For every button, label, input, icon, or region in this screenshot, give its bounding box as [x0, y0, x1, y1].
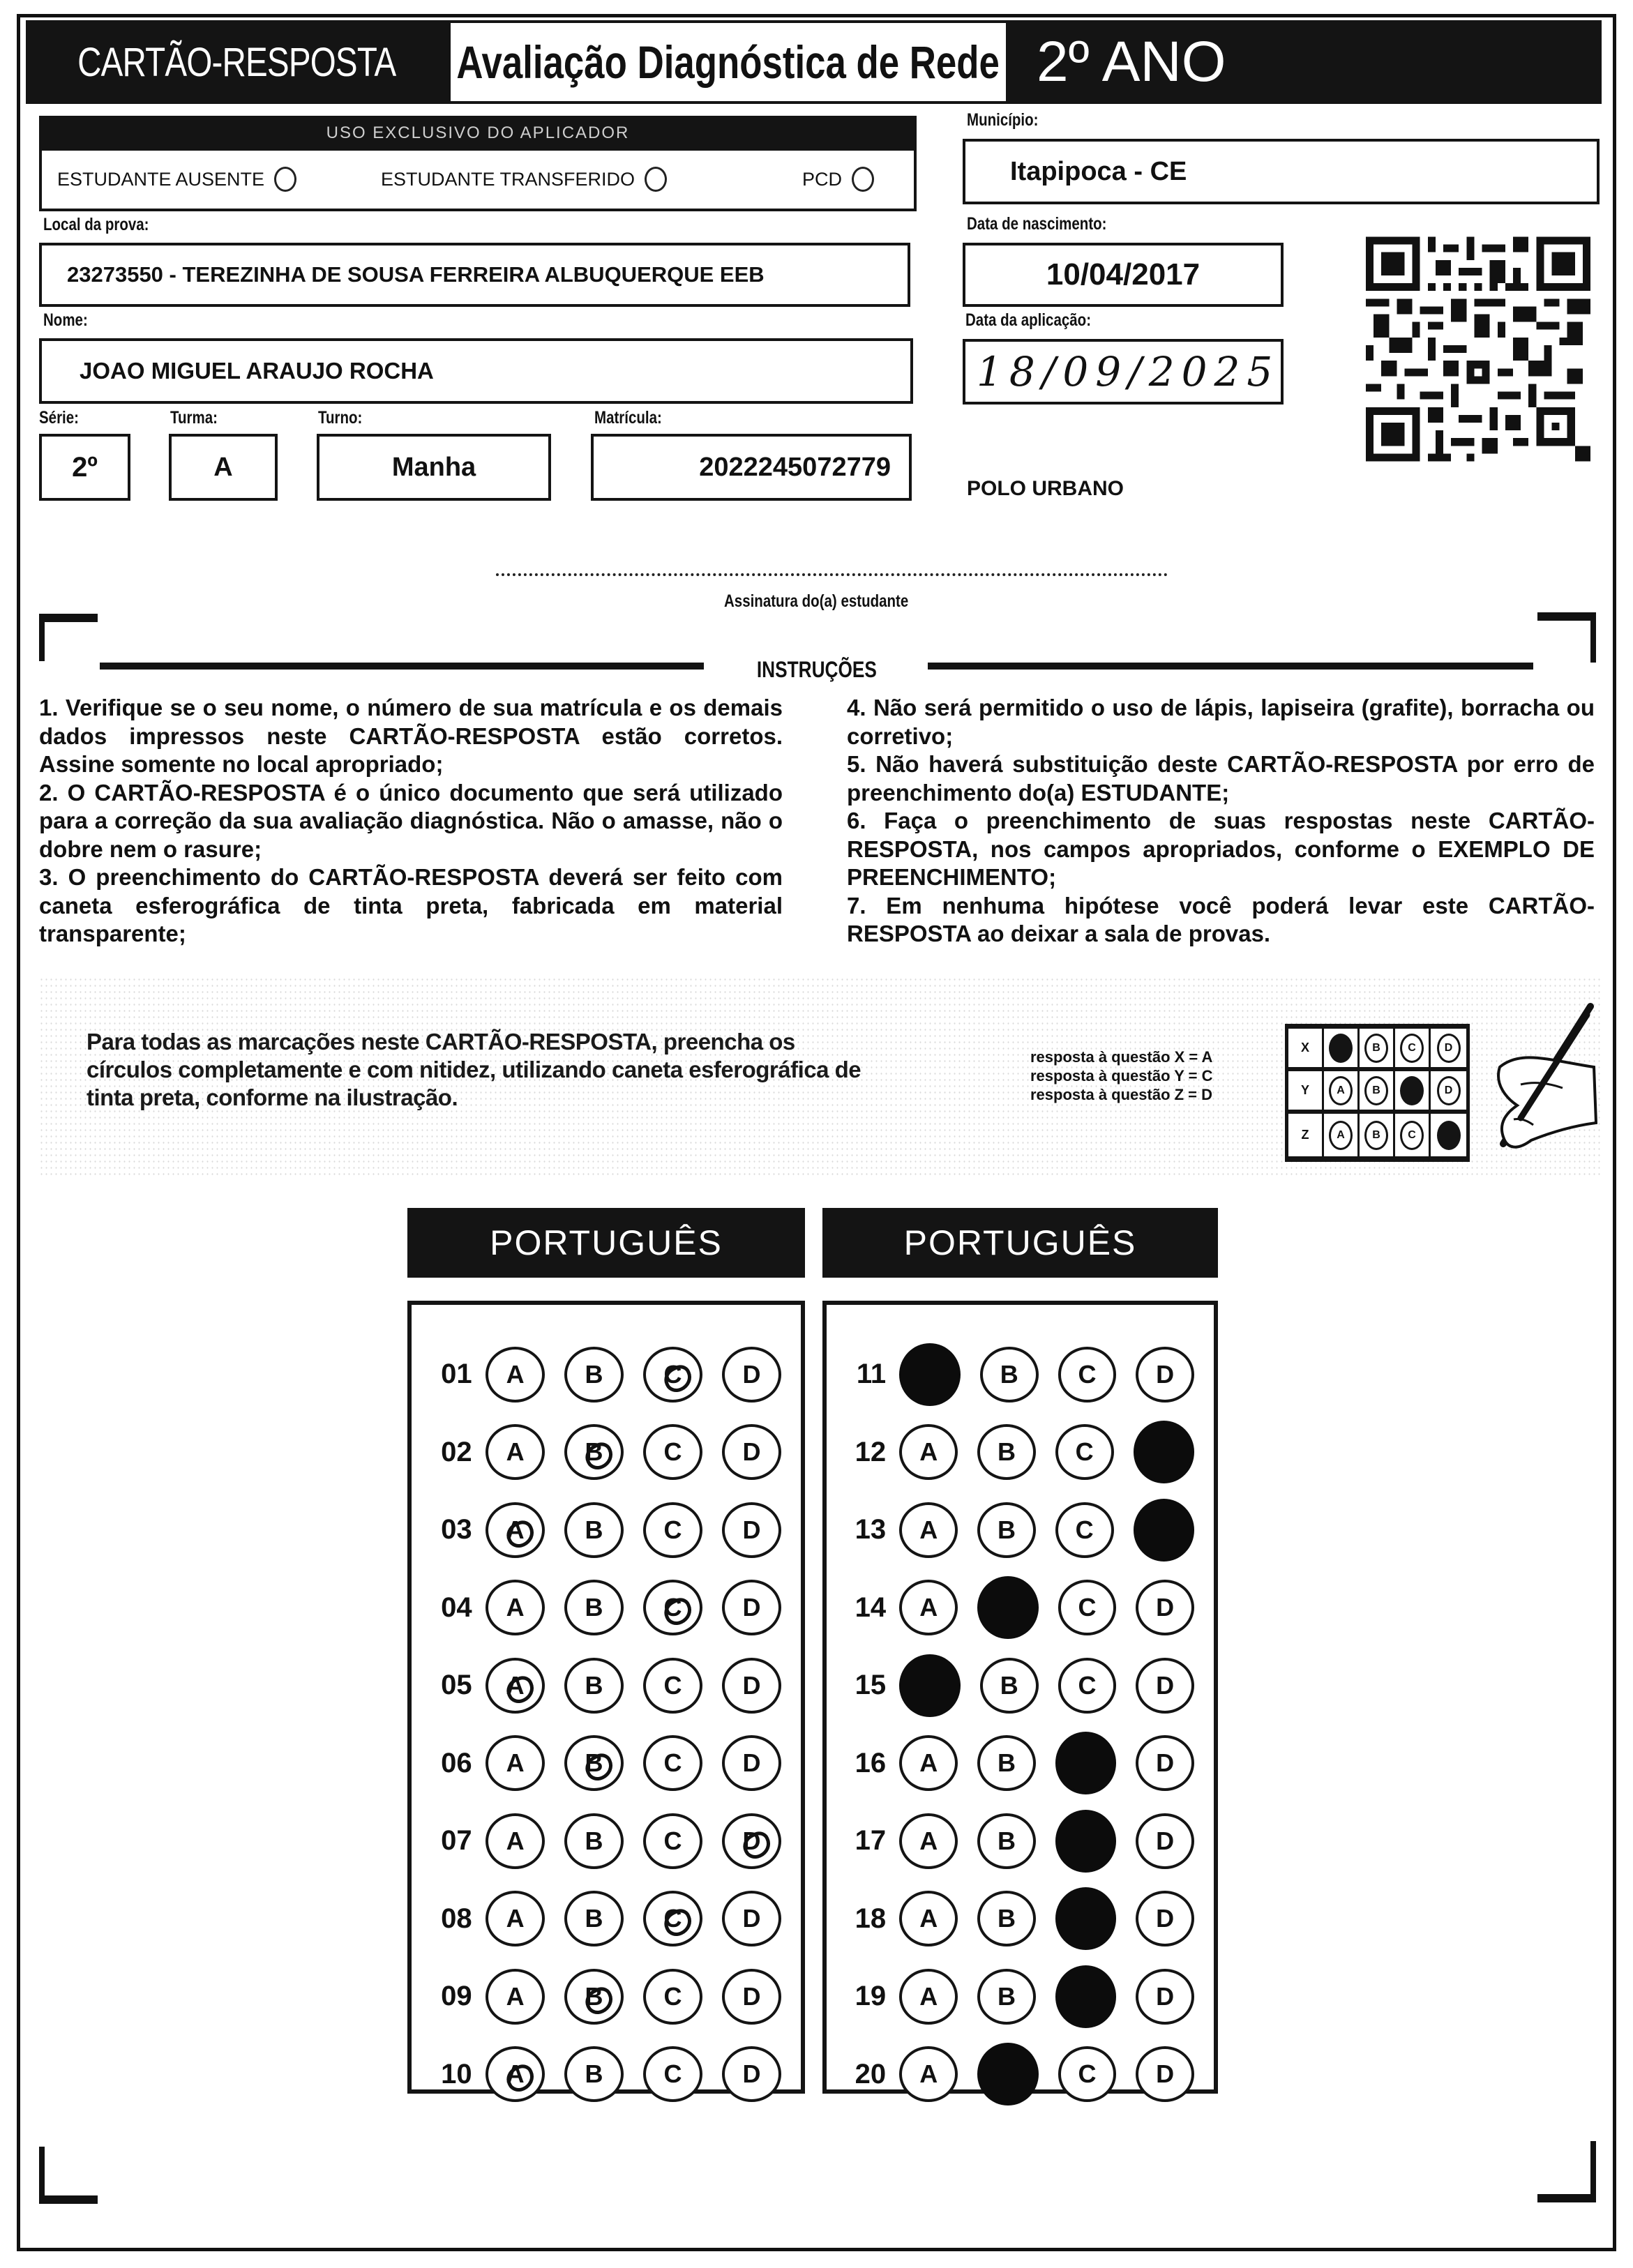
answer-bubble-filled[interactable] [1134, 1499, 1194, 1562]
answer-bubble-filled[interactable] [1134, 1421, 1194, 1483]
example-bubble: B [1364, 1034, 1388, 1063]
answer-bubble-marked[interactable]: A [486, 2046, 545, 2102]
signature-line[interactable] [496, 573, 1168, 576]
option-absent[interactable] [57, 167, 296, 192]
example-bubble-filled [1329, 1034, 1353, 1063]
question-row [412, 1414, 801, 1492]
instructions-column-left [39, 694, 783, 948]
answer-bubble[interactable]: C [1058, 1658, 1117, 1714]
question-number: 05 [441, 1670, 472, 1701]
question-number: 04 [441, 1592, 472, 1623]
example-question-label: Y [1288, 1071, 1324, 1110]
answer-bubble[interactable]: C [643, 1735, 702, 1791]
name-field [39, 338, 913, 404]
answer-bubble-marked[interactable]: A [486, 1502, 545, 1558]
answer-bubble[interactable]: C [643, 1658, 702, 1714]
answer-bubble[interactable]: A [486, 1580, 545, 1635]
answer-bubble-filled[interactable] [1055, 1887, 1116, 1950]
example-bubble: B [1364, 1121, 1388, 1150]
serie-field [39, 434, 130, 501]
matricula-label: Matrícula: [594, 408, 662, 428]
answer-bubble[interactable]: B [977, 1813, 1036, 1869]
serie-value: 2º [72, 451, 98, 483]
question-row [827, 1414, 1214, 1492]
answer-bubble-filled[interactable] [899, 1654, 960, 1717]
answer-bubble[interactable]: A [486, 1969, 545, 2025]
question-number: 08 [441, 1903, 472, 1934]
answer-grid-right [822, 1301, 1218, 2094]
answer-bubble[interactable]: C [1055, 1502, 1114, 1558]
turma-field [169, 434, 278, 501]
answer-bubble[interactable]: B [564, 1813, 624, 1869]
answer-bubble[interactable]: D [1136, 1813, 1194, 1869]
example-key-x: resposta à questão X = A [1030, 1048, 1213, 1066]
answer-bubble[interactable]: B [980, 1658, 1039, 1714]
example-row-z [1288, 1114, 1466, 1156]
question-row [412, 1725, 801, 1803]
question-row [827, 1491, 1214, 1569]
question-number: 15 [855, 1670, 887, 1701]
answer-bubble[interactable]: D [722, 1735, 781, 1791]
answer-bubble[interactable]: A [899, 1735, 958, 1791]
example-bubble-filled [1400, 1076, 1424, 1105]
answer-bubble[interactable]: B [977, 1502, 1036, 1558]
instruction-item: 2. O CARTÃO-RESPOSTA é o único documento que será utilizado para a correção da sua avaliação diagnóstica. Não o amasse, não o dobre nem o rasure; [39, 779, 783, 862]
answer-bubble[interactable]: D [1136, 1891, 1194, 1946]
grade-banner [1009, 20, 1602, 104]
example-question-label: X [1288, 1029, 1324, 1067]
question-row [827, 1880, 1214, 1958]
answer-bubble[interactable]: C [643, 2046, 702, 2102]
question-row [412, 2036, 801, 2114]
name-value: JOAO MIGUEL ARAUJO ROCHA [80, 358, 434, 384]
question-number: 14 [855, 1592, 887, 1623]
example-row-y [1288, 1071, 1466, 1114]
answer-bubble[interactable]: D [722, 1347, 781, 1403]
turno-field [317, 434, 551, 501]
answer-bubble[interactable]: D [1136, 1658, 1194, 1714]
corner-mark-top-left-vertical [39, 614, 45, 661]
applicator-options [39, 150, 917, 211]
answer-bubble[interactable]: C [1058, 1347, 1117, 1403]
answer-bubble-filled[interactable] [977, 2043, 1038, 2106]
answer-bubble[interactable]: D [722, 1502, 781, 1558]
question-row [827, 1958, 1214, 2036]
local-field [39, 243, 910, 307]
answer-bubble[interactable]: A [486, 1347, 545, 1403]
instruction-item: 3. O preenchimento do CARTÃO-RESPOSTA deverá ser feito com caneta esferográfica de tinta preta, fabricada em material transparente; [39, 864, 783, 946]
instructions-column-right [847, 694, 1595, 948]
answer-bubble[interactable]: C [643, 1813, 702, 1869]
answer-bubble[interactable]: D [722, 1580, 781, 1635]
answer-bubble[interactable]: D [722, 1658, 781, 1714]
answer-bubble-filled[interactable] [1055, 1810, 1116, 1873]
question-row [412, 1802, 801, 1880]
aplicacao-value-handwritten: 18/09/2025 [977, 348, 1280, 395]
applicator-section-title: USO EXCLUSIVO DO APLICADOR [39, 116, 917, 151]
example-bubble: D [1437, 1076, 1461, 1105]
answer-bubble[interactable]: B [977, 1891, 1036, 1946]
qr-code-icon [1366, 236, 1590, 462]
example-bubble-filled [1437, 1121, 1461, 1150]
example-instruction: Para todas as marcações neste CARTÃO-RESPOSTA, preencha os círculos completamente e com nitidez, utilizando caneta esferográfica de tinta preta, conforme na ilustração. [86, 1029, 861, 1110]
answer-bubble-marked[interactable]: C [643, 1347, 702, 1403]
serie-label: Série: [39, 408, 79, 428]
option-transferred[interactable] [381, 167, 667, 192]
answer-bubble[interactable]: C [643, 1502, 702, 1558]
signature-label: Assinatura do(a) estudante [724, 591, 909, 611]
aplicacao-field[interactable] [963, 339, 1284, 405]
answer-bubble[interactable]: C [643, 1424, 702, 1480]
answer-bubble[interactable]: A [486, 1424, 545, 1480]
corner-mark-top-right [1537, 612, 1596, 621]
answer-bubble[interactable]: B [980, 1347, 1039, 1403]
answer-bubble[interactable]: A [486, 1891, 545, 1946]
municipio-field [963, 139, 1600, 204]
question-number: 16 [855, 1747, 887, 1778]
example-bubble: A [1329, 1076, 1353, 1105]
question-row [412, 1491, 801, 1569]
corner-mark-bottom-right [1537, 2194, 1596, 2202]
answer-bubble[interactable]: A [899, 1502, 958, 1558]
instruction-item: 4. Não será permitido o uso de lápis, lapiseira (grafite), borracha ou corretivo; [847, 695, 1595, 749]
option-transferred-label: ESTUDANTE TRANSFERIDO [381, 168, 635, 190]
question-row [827, 1725, 1214, 1803]
grade-label: 2º ANO [1037, 30, 1226, 93]
answer-bubble[interactable]: A [899, 1891, 958, 1946]
local-value: 23273550 - TEREZINHA DE SOUSA FERREIRA ALBUQUERQUE EEB [67, 262, 765, 287]
question-row [827, 2036, 1214, 2114]
answer-bubble[interactable]: C [643, 1969, 702, 2025]
card-title-banner [26, 20, 448, 104]
municipio-value: Itapipoca - CE [1010, 156, 1187, 186]
matricula-value: 2022245072779 [699, 452, 891, 482]
nascimento-label: Data de nascimento: [967, 214, 1107, 234]
question-row [412, 1958, 801, 2036]
answer-bubble-marked[interactable]: A [486, 1658, 545, 1714]
answer-bubble-filled[interactable] [977, 1576, 1038, 1639]
answer-bubble-marked[interactable]: B [564, 1969, 624, 2025]
answer-bubble[interactable]: A [899, 1580, 958, 1635]
answer-bubble[interactable]: B [977, 1969, 1036, 2025]
question-number: 01 [441, 1359, 472, 1390]
answer-bubble[interactable]: B [564, 1580, 624, 1635]
matricula-field [591, 434, 912, 501]
answer-bubble[interactable]: C [1058, 1580, 1117, 1635]
answer-bubble[interactable]: B [564, 2046, 624, 2102]
option-pcd[interactable] [802, 167, 874, 192]
answer-grid-left [407, 1301, 805, 2094]
option-absent-label: ESTUDANTE AUSENTE [57, 168, 265, 190]
example-row-x [1288, 1029, 1466, 1071]
answer-bubble[interactable]: B [564, 1347, 624, 1403]
example-key-z: resposta à questão Z = D [1030, 1086, 1213, 1103]
absent-radio[interactable] [274, 167, 296, 192]
answer-bubble-filled[interactable] [899, 1343, 960, 1406]
answer-bubble[interactable]: B [977, 1424, 1036, 1480]
example-key [1030, 1048, 1212, 1104]
answer-bubble-marked[interactable]: B [564, 1735, 624, 1791]
answer-bubble[interactable]: D [1136, 1347, 1194, 1403]
answer-bubble[interactable]: D [722, 1424, 781, 1480]
answer-bubble-marked[interactable]: D [722, 1813, 781, 1869]
answer-bubble[interactable]: D [1136, 1969, 1194, 2025]
exam-name: Avaliação Diagnóstica de Rede [456, 36, 1000, 88]
question-row [412, 1569, 801, 1647]
answer-bubble[interactable]: C [1058, 2046, 1117, 2102]
answer-bubble-marked[interactable]: C [643, 1891, 702, 1946]
example-bubble: C [1400, 1121, 1424, 1150]
answer-bubble[interactable]: A [486, 1813, 545, 1869]
question-number: 06 [441, 1747, 472, 1778]
turno-label: Turno: [318, 408, 363, 428]
answer-bubble[interactable]: B [564, 1891, 624, 1946]
question-number: 02 [441, 1436, 472, 1467]
question-number: 07 [441, 1825, 472, 1857]
instruction-item: 7. Em nenhuma hipótese você poderá levar este CARTÃO-RESPOSTA ao deixar a sala de provas. [847, 892, 1595, 946]
question-row [412, 1336, 801, 1414]
instruction-item: 5. Não haverá substituição deste CARTÃO-RESPOSTA por erro de preenchimento do(a) ESTUDANTE; [847, 751, 1595, 806]
answer-bubble-marked[interactable]: C [643, 1580, 702, 1635]
answer-bubble[interactable]: A [899, 2046, 958, 2102]
question-number: 13 [855, 1514, 887, 1545]
answer-bubble[interactable]: D [1136, 1735, 1194, 1791]
subject-header-right: PORTUGUÊS [822, 1208, 1218, 1278]
question-row [412, 1647, 801, 1725]
polo-label: POLO URBANO [967, 477, 1124, 500]
corner-mark-top-left [39, 614, 98, 622]
card-title: CARTÃO-RESPOSTA [77, 39, 396, 85]
answer-bubble[interactable]: D [1136, 1580, 1194, 1635]
corner-mark-top-right-vertical [1590, 612, 1596, 663]
question-number: 19 [855, 1981, 887, 2012]
question-row [827, 1336, 1214, 1414]
answer-bubble[interactable]: D [722, 1969, 781, 2025]
question-number: 20 [855, 2058, 887, 2089]
instructions-title: INSTRUÇÕES [756, 657, 877, 682]
pcd-radio[interactable] [852, 167, 874, 192]
example-bubble: A [1329, 1121, 1353, 1150]
answer-bubble[interactable]: B [564, 1658, 624, 1714]
corner-mark-bottom-left [39, 2195, 98, 2204]
nascimento-field [963, 243, 1284, 307]
example-bubble: B [1364, 1076, 1388, 1105]
nascimento-value: 10/04/2017 [1046, 257, 1201, 292]
turno-value: Manha [391, 452, 476, 482]
example-key-y: resposta à questão Y = C [1030, 1067, 1213, 1084]
answer-bubble[interactable]: A [899, 1969, 958, 2025]
turma-label: Turma: [170, 408, 218, 428]
example-question-label: Z [1288, 1114, 1324, 1156]
answer-bubble[interactable]: D [722, 1891, 781, 1946]
name-label: Nome: [43, 310, 88, 330]
answer-bubble[interactable]: A [899, 1424, 958, 1480]
local-label: Local da prova: [43, 215, 149, 234]
municipio-label: Município: [967, 110, 1039, 130]
question-row [827, 1802, 1214, 1880]
answer-bubble[interactable]: A [486, 1735, 545, 1791]
question-number: 12 [855, 1436, 887, 1467]
question-row [412, 1880, 801, 1958]
example-grid [1285, 1024, 1470, 1162]
example-bubble: C [1400, 1034, 1424, 1063]
exam-name-box [448, 20, 1009, 104]
hand-with-pen-icon [1479, 1001, 1597, 1165]
answer-bubble-marked[interactable]: B [564, 1424, 624, 1480]
question-number: 17 [855, 1825, 887, 1857]
answer-bubble[interactable]: B [564, 1502, 624, 1558]
turma-value: A [213, 452, 233, 482]
instruction-item: 1. Verifique se o seu nome, o número de sua matrícula e os demais dados impressos neste CARTÃO-RESPOSTA estão corretos. Assine somente no local apropriado; [39, 695, 783, 777]
example-bubble: D [1437, 1034, 1461, 1063]
transferred-radio[interactable] [645, 167, 667, 192]
question-number: 11 [856, 1359, 887, 1390]
answer-bubble[interactable]: C [1055, 1424, 1114, 1480]
answer-bubble[interactable]: D [722, 2046, 781, 2102]
instruction-item: 6. Faça o preenchimento de suas respostas neste CARTÃO-RESPOSTA, nos campos apropriados, conforme o EXEMPLO DE PREENCHIMENTO; [847, 808, 1595, 890]
answer-bubble[interactable]: A [899, 1813, 958, 1869]
question-number: 03 [441, 1514, 472, 1545]
question-number: 09 [441, 1981, 472, 2012]
aplicacao-label: Data da aplicação: [965, 310, 1092, 330]
corner-mark-bottom-right-vertical [1590, 2141, 1596, 2202]
answer-bubble[interactable]: D [1136, 2046, 1194, 2102]
question-row [827, 1647, 1214, 1725]
question-number: 18 [855, 1903, 887, 1934]
answer-bubble-filled[interactable] [1055, 1965, 1116, 2028]
answer-bubble-filled[interactable] [1055, 1732, 1116, 1794]
question-number: 10 [441, 2058, 472, 2089]
subject-header-left: PORTUGUÊS [407, 1208, 805, 1278]
option-pcd-label: PCD [802, 168, 843, 190]
answer-bubble[interactable]: B [977, 1735, 1036, 1791]
question-row [827, 1569, 1214, 1647]
